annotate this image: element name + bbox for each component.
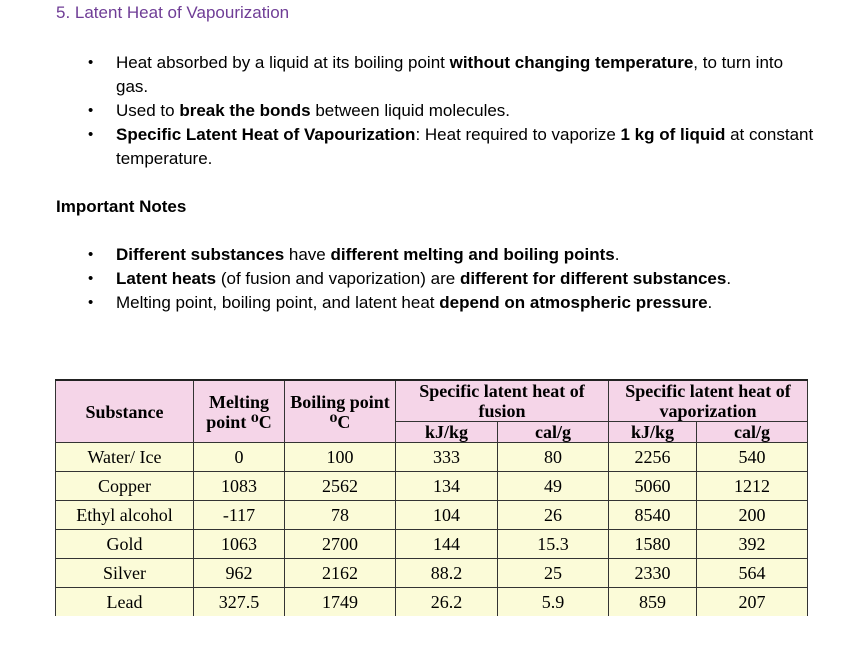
value-cell: 88.2 — [396, 559, 498, 588]
value-cell: 2330 — [609, 559, 697, 588]
value-cell: 104 — [396, 501, 498, 530]
value-cell: 1063 — [194, 530, 285, 559]
value-cell: 49 — [498, 472, 609, 501]
bullet-item: • Used to break the bonds between liquid molecules. — [116, 99, 816, 123]
value-cell: 962 — [194, 559, 285, 588]
table-row — [56, 501, 808, 530]
header-unit: cal/g — [697, 422, 808, 443]
bullet-item: • Specific Latent Heat of Vapourization: Heat required to vaporize 1 kg of liquid at constant temperature. — [116, 123, 816, 171]
value-cell: 78 — [285, 501, 396, 530]
substance-cell: Silver — [56, 559, 194, 588]
header-melting-point: Melting point ⁰C — [194, 380, 285, 443]
value-cell: 8540 — [609, 501, 697, 530]
value-cell: 100 — [285, 443, 396, 472]
substance-cell: Copper — [56, 472, 194, 501]
header-latent-heat-fusion: Specific latent heat of fusion — [396, 380, 609, 422]
value-cell: 2162 — [285, 559, 396, 588]
bullet-list-notes — [116, 243, 816, 315]
value-cell: 134 — [396, 472, 498, 501]
substance-cell: Lead — [56, 588, 194, 617]
header-unit: kJ/kg — [396, 422, 498, 443]
value-cell: 2700 — [285, 530, 396, 559]
value-cell: 144 — [396, 530, 498, 559]
header-unit: kJ/kg — [609, 422, 697, 443]
value-cell: 1083 — [194, 472, 285, 501]
header-substance: Substance — [56, 380, 194, 443]
value-cell: 200 — [697, 501, 808, 530]
bullet-item: • Different substances have different melting and boiling points. — [116, 243, 816, 267]
value-cell: 333 — [396, 443, 498, 472]
value-cell: 1580 — [609, 530, 697, 559]
value-cell: 5.9 — [498, 588, 609, 617]
value-cell: 2562 — [285, 472, 396, 501]
table-row — [56, 530, 808, 559]
bullet-item: • Latent heats (of fusion and vaporization) are different for different substances. — [116, 267, 816, 291]
notes-title: Important Notes — [56, 197, 187, 216]
header-boiling-point: Boiling point ⁰C — [285, 380, 396, 443]
value-cell: 540 — [697, 443, 808, 472]
value-cell: 564 — [697, 559, 808, 588]
bullet-list-definition — [116, 51, 816, 171]
value-cell: 1749 — [285, 588, 396, 617]
bullet-item: • Melting point, boiling point, and latent heat depend on atmospheric pressure. — [116, 291, 816, 315]
latent-heat-table — [55, 379, 808, 616]
table-row — [56, 443, 808, 472]
value-cell: 392 — [697, 530, 808, 559]
section-heading: 5. Latent Heat of Vapourization — [56, 3, 290, 22]
substance-cell: Ethyl alcohol — [56, 501, 194, 530]
value-cell: 26.2 — [396, 588, 498, 617]
value-cell: 5060 — [609, 472, 697, 501]
table-row — [56, 472, 808, 501]
value-cell: 327.5 — [194, 588, 285, 617]
value-cell: 2256 — [609, 443, 697, 472]
table-row — [56, 559, 808, 588]
bullet-item: • Heat absorbed by a liquid at its boiling point without changing temperature, to turn into gas. — [116, 51, 816, 99]
value-cell: 80 — [498, 443, 609, 472]
substance-cell: Gold — [56, 530, 194, 559]
value-cell: 859 — [609, 588, 697, 617]
value-cell: 26 — [498, 501, 609, 530]
header-latent-heat-vaporization: Specific latent heat of vaporization — [609, 380, 808, 422]
header-unit: cal/g — [498, 422, 609, 443]
value-cell: -117 — [194, 501, 285, 530]
value-cell: 15.3 — [498, 530, 609, 559]
value-cell: 207 — [697, 588, 808, 617]
table-body — [56, 443, 808, 617]
value-cell: 1212 — [697, 472, 808, 501]
substance-cell: Water/ Ice — [56, 443, 194, 472]
value-cell: 0 — [194, 443, 285, 472]
table-row — [56, 588, 808, 617]
value-cell: 25 — [498, 559, 609, 588]
